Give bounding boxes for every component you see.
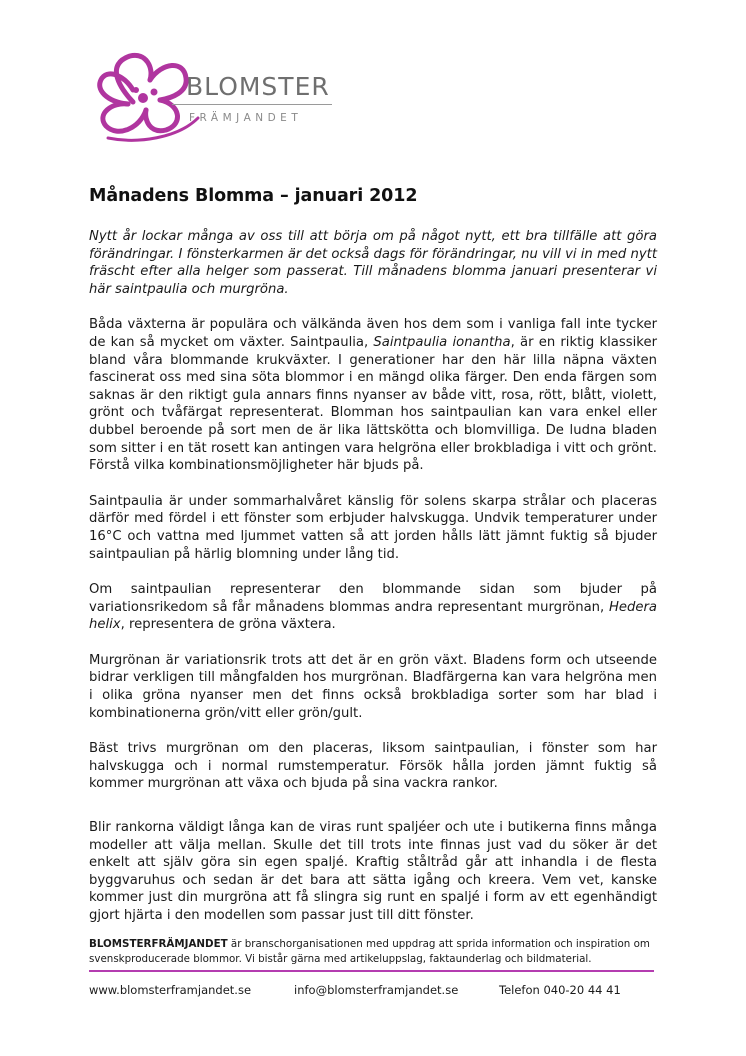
- logo-brand-text: BLOMSTER: [186, 72, 330, 101]
- logo-divider: [172, 104, 332, 105]
- latin-name: Hedera helix: [89, 599, 657, 633]
- logo-sub-text: FRÄMJANDET: [189, 112, 303, 124]
- footer-note: BLOMSTERFRÄMJANDET är branschorganisationen med uppdrag att sprida information och inspiration om svenskproducerade blommor. Vi bistår gärna med artikeluppslag, faktaunderlag och bildmaterial.: [89, 938, 650, 965]
- footer-org: BLOMSTERFRÄMJANDET: [89, 938, 228, 950]
- paragraph-spaljé: Blir rankorna väldigt långa kan de viras runt spaljéer och ute i butikerna finns många modeller att välja mellan. Skulle det till trots inte finnas just vad du söker är det enkelt att själv göra sin egen spaljé. Kraftig ståltråd går att inhandla i de flesta byggvaruhus och sedan är det bara att sätta igång och kreera. Vem vet, kanske kommer just din murgröna att få slingra sig runt en spaljé i form av ett egenhändigt gjort hjärta i den modellen som passar just till ditt fönster.: [89, 820, 657, 923]
- latin-name: Saintpaulia ionantha: [373, 334, 511, 350]
- paragraph-murgrona-care: Bäst trivs murgrönan om den placeras, liksom saintpaulian, i fönster som har halvskugga och i normal rumstemperatur. Försök hålla jorden jämnt fuktig så kommer murgrönan att växa och bjuda på sina vackra rankor.: [89, 741, 657, 792]
- article: [89, 186, 657, 943]
- footer-phone: Telefon 040-20 44 41: [499, 983, 621, 997]
- paragraph-saintpaulia-care: Saintpaulia är under sommarhalvåret känslig för solens skarpa strålar och placeras därför med fördel i ett fönster som erbjuder halvskugga. Undvik temperaturer under 16°C och vattna med ljummet vatten så att jorden hålls lätt jämnt fuktig så bjuder saintpaulian på härlig blomning under lång tid.: [89, 493, 657, 562]
- footer-contacts: [89, 983, 657, 997]
- footer-email-link[interactable]: info@blomsterframjandet.se: [294, 983, 459, 997]
- page-title: Månadens Blomma – januari 2012: [89, 186, 418, 206]
- paragraph-murgrona-intro: Om saintpaulian representerar den blommande sidan som bjuder på variationsrikedom så får månadens blommas andra representant murgrönan, Hedera helix, representera de gröna växtera.: [89, 582, 657, 633]
- intro-paragraph: Nytt år lockar många av oss till att börja om på något nytt, ett bra tillfälle att göra förändringar. I fönsterkarmen är det också dags för förändringar, nu vill vi in med nytt fräscht efter alla helger som passerat. Till månadens blomma januari presenterar vi här saintpaulia och murgröna.: [89, 229, 657, 297]
- footer-website-link[interactable]: www.blomsterframjandet.se: [89, 983, 252, 997]
- paragraph-murgrona-variety: Murgrönan är variationsrik trots att det är en grön växt. Bladens form och utseende bidrar verkligen till mångfalden hos murgrönan. Bladfärgerna kan vara helgröna men i olika gröna nyanser men det finns också brokbladiga sorter som har blad i kombinationerna grön/vitt eller grön/gult.: [89, 652, 657, 721]
- footer-divider: [89, 970, 654, 972]
- paragraph-saintpaulia: Båda växterna är populära och välkända även hos dem som i vanliga fall inte tycker de kan så mycket om växter. Saintpaulia, Saintpaulia ionantha, är en riktig klassiker bland våra blommande krukväxter. I generationer har den här lilla näpna växten fascinerat oss med sina söta blommor i en mängd olika färger. Den enda färgen som saknas är den riktigt gula annars finns nyanser av både vitt, rosa, rött, blått, violett, grönt och tvåfärgat representerat. Blomman hos saintpaulian kan vara enkel eller dubbel beroende på sort men de är lika lättskötta och blomvilliga. De ludna bladen som sitter i en tät rosett kan antingen vara helgröna eller brokbladiga i vitt och grönt. Förstå vilka kombinationsmöjligheter här bjuds på.: [89, 317, 657, 474]
